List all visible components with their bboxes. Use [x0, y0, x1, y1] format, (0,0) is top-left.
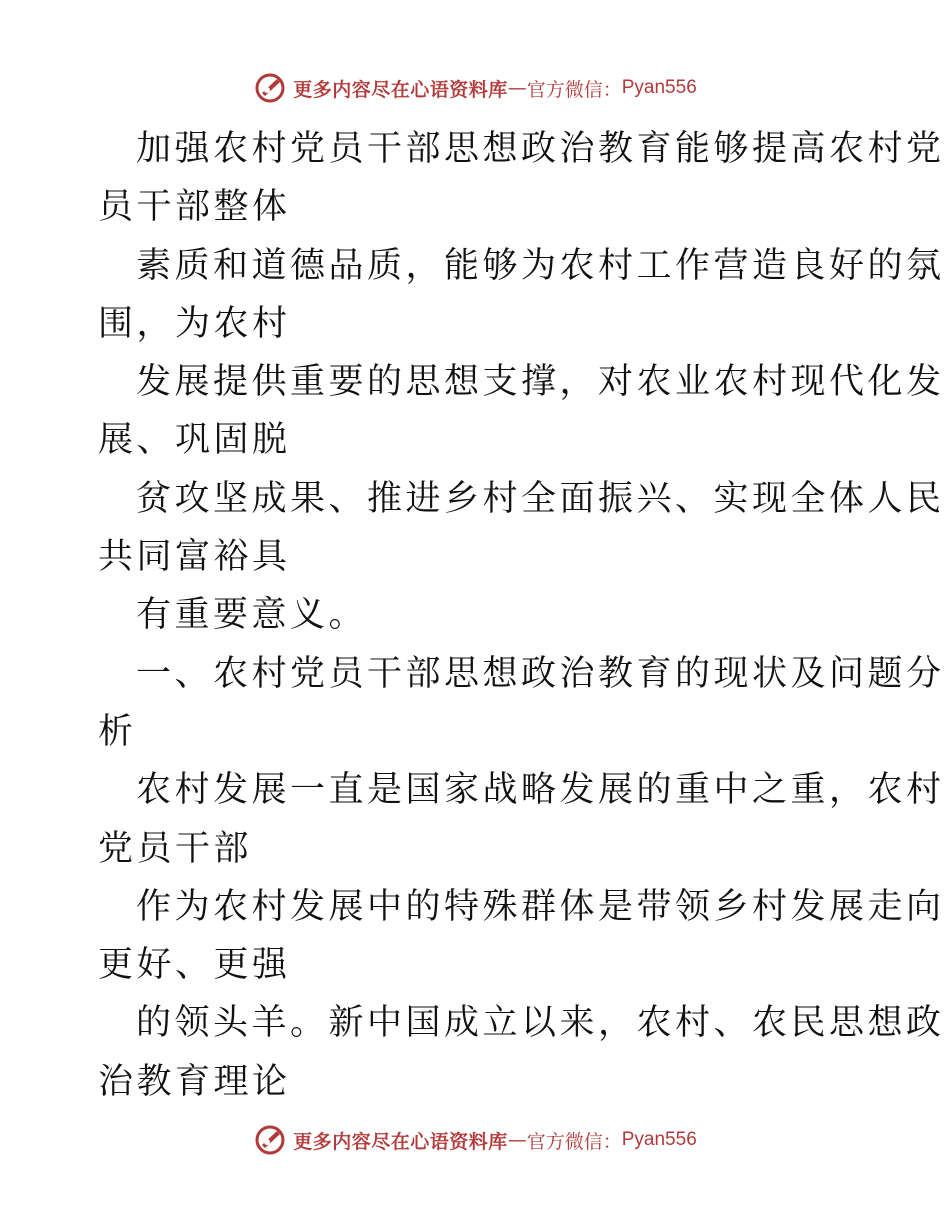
text-line: 更好、更强: [98, 945, 291, 986]
banner-brand-text: 更多内容尽在心语资料库: [293, 78, 508, 101]
text-line: 析: [98, 711, 137, 752]
text-line: 围，为农村: [98, 303, 291, 344]
brand-logo-icon: [253, 71, 287, 105]
text-line: 党员干部: [98, 828, 253, 869]
text-line: 农村发展一直是国家战略发展的重中之重，农村: [136, 770, 945, 811]
text-line: 作为农村发展中的特殊群体是带领乡村发展走向: [136, 886, 945, 927]
banner-separator: —: [507, 1129, 527, 1151]
text-line: 贫攻坚成果、推进乡村全面振兴、实现全体人民: [136, 478, 945, 519]
text-line: 展、巩固脱: [98, 420, 291, 461]
banner-brand-text: 更多内容尽在心语资料库: [293, 1130, 508, 1153]
banner-wechat-id: Pyan556: [621, 1129, 697, 1150]
text-line: 有重要意义。: [136, 595, 368, 636]
text-line: 加强农村党员干部思想政治教育能够提高农村党: [136, 129, 945, 169]
header-banner: [0, 68, 950, 108]
banner-wechat-label: 官方微信：: [526, 78, 622, 101]
banner-wechat-id: Pyan556: [621, 77, 697, 98]
footer-banner: [0, 1120, 950, 1160]
document-body: [98, 120, 945, 1111]
text-line: 治教育理论: [98, 1061, 291, 1102]
text-line: 一、农村党员干部思想政治教育的现状及问题分: [136, 653, 945, 694]
banner-separator: —: [507, 77, 527, 99]
text-line: 的领头羊。新中国成立以来，农村、农民思想政: [136, 1003, 945, 1044]
text-line: 员干部整体: [98, 187, 291, 228]
brand-logo-icon: [253, 1123, 287, 1157]
banner-wechat-label: 官方微信：: [526, 1130, 622, 1153]
text-line: 素质和道德品质，能够为农村工作营造良好的氛: [136, 245, 945, 286]
text-line: 共同富裕具: [98, 537, 291, 578]
text-line: 发展提供重要的思想支撑，对农业农村现代化发: [136, 362, 945, 403]
